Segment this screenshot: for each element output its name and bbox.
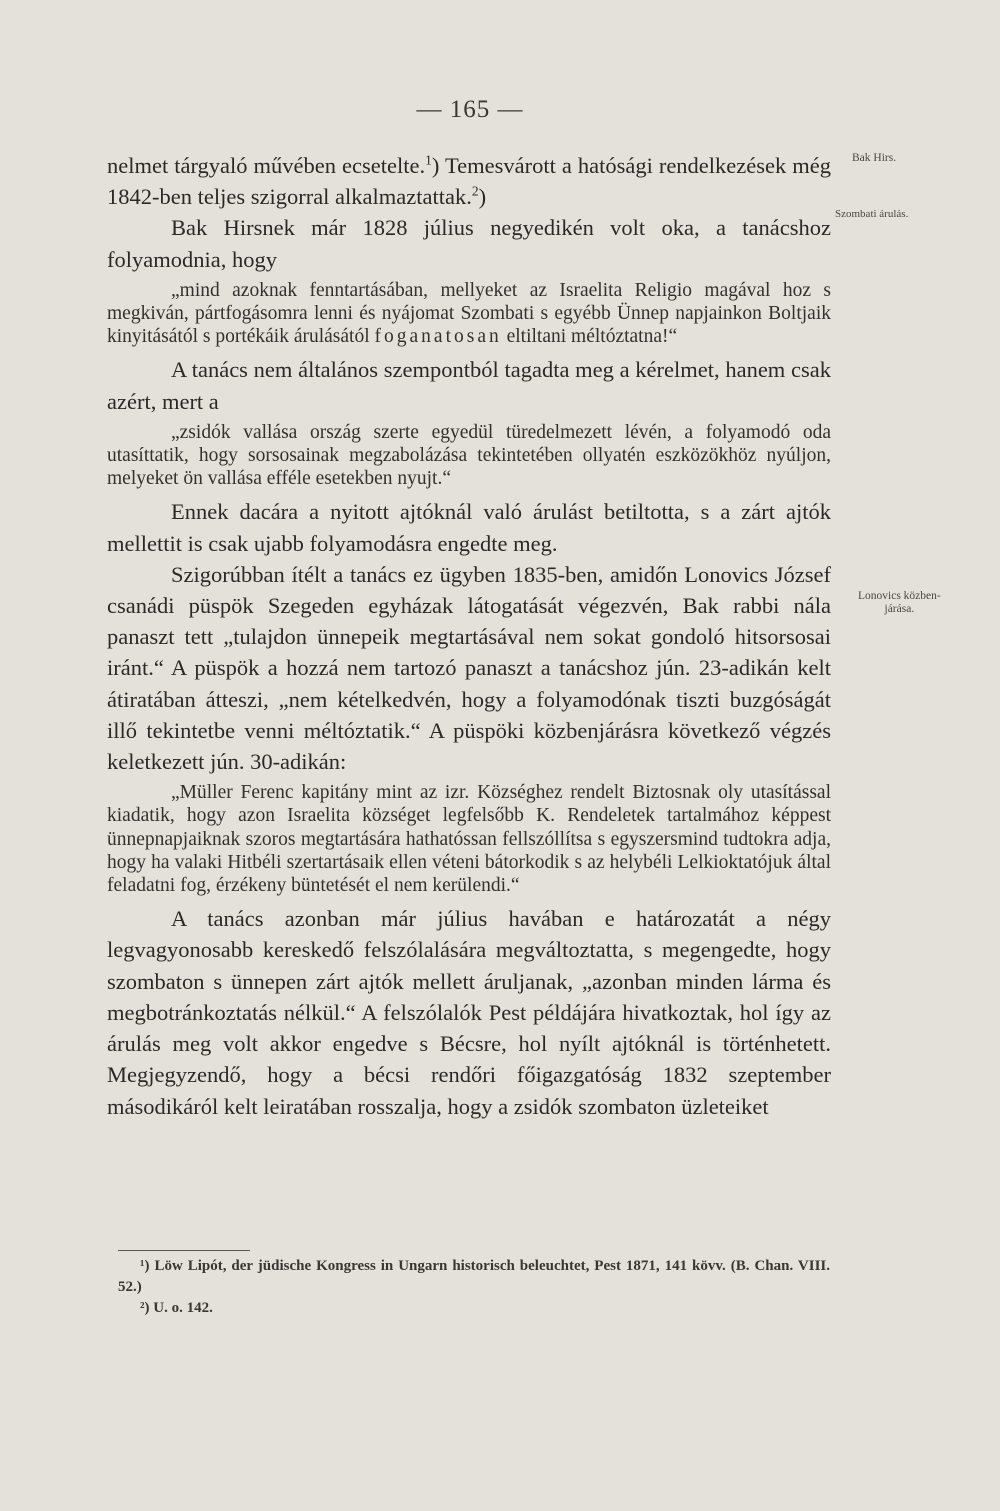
paragraph-5: Szigorúbban ítélt a tanács ez ügyben 1835-ben, amidőn Lonovics József csanádi püspök Szegeden egyházak látogatását végezvén, Bak rabbi nála panaszt tett „tulajdon ünnepeik megtartásával nem sokat gondoló hitsorsosai iránt.“ A püspök a hozzá nem tartozó panaszt a tanácshoz jún. 23-adikán kelt átiratában átteszi, „nem kételkedvén, hogy a folyamodónak tiszti buzgóságát illő tekintetbe venni méltóztatik.“ A püspöki közbenjárásra következő végzés keletkezett jún. 30-adikán: [107, 561, 831, 775]
margin-note-lonovics-line2: járása. [884, 603, 915, 615]
paragraph-1-text-c: ) [478, 184, 487, 210]
paragraph-1 [107, 150, 831, 212]
footnote-ref-1: 1 [425, 152, 432, 168]
margin-note-lonovics-line1: Lonovics közben- [858, 590, 941, 602]
quote-1 [107, 279, 831, 349]
quote-2: „zsidók vallása ország szerte egyedül türedelmezett lévén, a folyamodó oda utasíttatik, hogy sorsosainak megzabolázása tekintetében ollyatén eszközökhöz nyúljon, melyeket ön vallása efféle esetekben nyujt.“ [107, 421, 831, 490]
margin-note-bak-hirs: Bak Hirs. [852, 152, 897, 164]
margin-note-lonovics [858, 590, 941, 616]
margin-note-szombati-arulas: Szombati árulás. [835, 208, 909, 220]
quote-1-text-a: „mind azoknak fenntartásában, mellyeket az Israelita Religio magával hoz s megkiván, pártfogásomra lenni és nyájomat Szombati s egyébb Ünnep napjainkon Boltjaik kinyitásától s portékáik árulásától [107, 279, 831, 348]
paragraph-4: Ennek dacára a nyitott ajtóknál való árulást betiltotta, s a zárt ajtók mellettit is csak ujabb folyamodásra engedte meg. [107, 499, 831, 556]
footnote-1: ¹) Löw Lipót, der jüdische Kongress in Ungarn historisch beleuchtet, Pest 1871, 141 kövv. (B. Chan. VIII. 52.) [118, 1258, 830, 1295]
paragraph-3: A tanács nem általános szempontból tagadta meg a kérelmet, hanem csak azért, mert a [107, 357, 831, 414]
quote-3: „Müller Ferenc kapitány mint az izr. Községhez rendelt Biztosnak oly utasítással kiadatik, hogy azon Israelita községet legfelsőbb K. Rendeletek tartalmához képpest ünnepnapjaiknak szoros megtartására hathatóssan fellszóllítsa s egyszersmind tudtokra adja, hogy ha valaki Hitbéli szertartásaik ellen véteni bátorkodik s az helybéli Lelkioktatójuk által feladatni fog, érzékeny büntetését el nem kerülendi.“ [107, 782, 831, 897]
paragraph-1-text-b: ) Temesvárott a hatósági rendelkezések még 1842-ben teljes szigorral alkalmaztattak. [107, 153, 831, 210]
paragraph-6: A tanács azonban már július havában e határozatát a négy legvagyonosabb kereskedő felszólalására megváltoztatta, s megengedte, hogy szombaton s ünnepen zárt ajtók mellett áruljanak, „azonban minden lárma és megbotránkoztatás nélkül.“ A felszólalók Pest példájára hivatkoztak, hol így az árulás meg volt akkor engedve s Bécsre, hol nyílt ajtóknál is történhetett. Megjegyzendő, hogy a bécsi rendőri főigazgatóság 1832 szeptember másodikáról kelt leiratában rosszalja, hogy a zsidók szombaton üzleteiket [107, 906, 831, 1119]
page-number: — 165 — [416, 96, 524, 123]
paragraph-2: Bak Hirsnek már 1828 július negyedikén volt oka, a tanácshoz folyamodnia, hogy [107, 215, 831, 272]
footnote-2: ²) U. o. 142. [140, 1300, 213, 1316]
quote-1-spaced-word: foganatosan [374, 326, 502, 348]
quote-1-text-b: eltiltani méltóztatna!“ [501, 326, 678, 348]
footnotes [118, 1256, 830, 1319]
footnote-divider [118, 1250, 250, 1251]
main-text [107, 150, 831, 1122]
paragraph-1-text-a: nelmet tárgyaló művében ecsetelte. [107, 153, 426, 178]
footnote-ref-2: 2 [471, 183, 479, 199]
